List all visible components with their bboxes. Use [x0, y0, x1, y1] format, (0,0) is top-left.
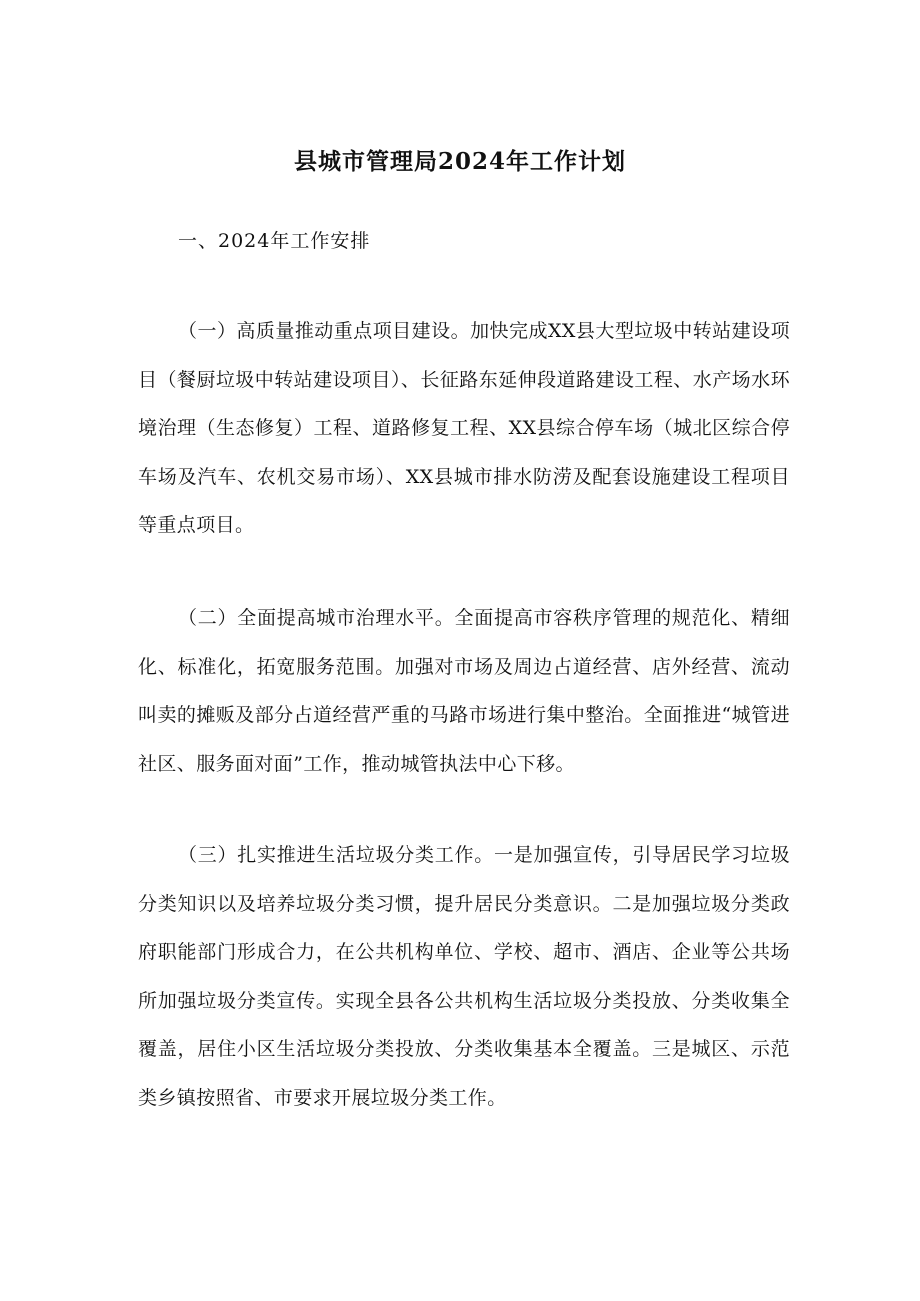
paragraph-urban-governance: （二）全面提高城市治理水平。全面提高市容秩序管理的规范化、精细化、标准化，拓宽服务范围。加强对市场及周边占道经营、店外经营、流动叫卖的摊贩及部分占道经营严重的马路市场进行集中整治。全面推进“城管进社区、服务面对面”工作，推动城管执法中心下移。	[138, 607, 790, 775]
paragraph-garbage-sorting: （三）扎实推进生活垃圾分类工作。一是加强宣传，引导居民学习垃圾分类知识以及培养垃圾分类习惯，提升居民分类意识。二是加强垃圾分类政府职能部门形成合力，在公共机构单位、学校、超市、酒店、企业等公共场所加强垃圾分类宣传。实现全县各公共机构生活垃圾分类投放、分类收集全覆盖，居住小区生活垃圾分类投放、分类收集基本全覆盖。三是城区、示范类乡镇按照省、市要求开展垃圾分类工作。	[138, 844, 790, 1109]
paragraph-project-construction: （一）高质量推动重点项目建设。加快完成XX县大型垃圾中转站建设项目（餐厨垃圾中转站建设项目）、长征路东延伸段道路建设工程、水产场水环境治理（生态修复）工程、道路修复工程、XX县综合停车场（城北区综合停车场及汽车、农机交易市场）、XX县城市排水防涝及配套设施建设工程项目等重点项目。	[138, 320, 790, 536]
section-heading: 一、2024年工作安排	[178, 230, 371, 252]
document-title: 县城市管理局2024年工作计划	[293, 148, 626, 175]
